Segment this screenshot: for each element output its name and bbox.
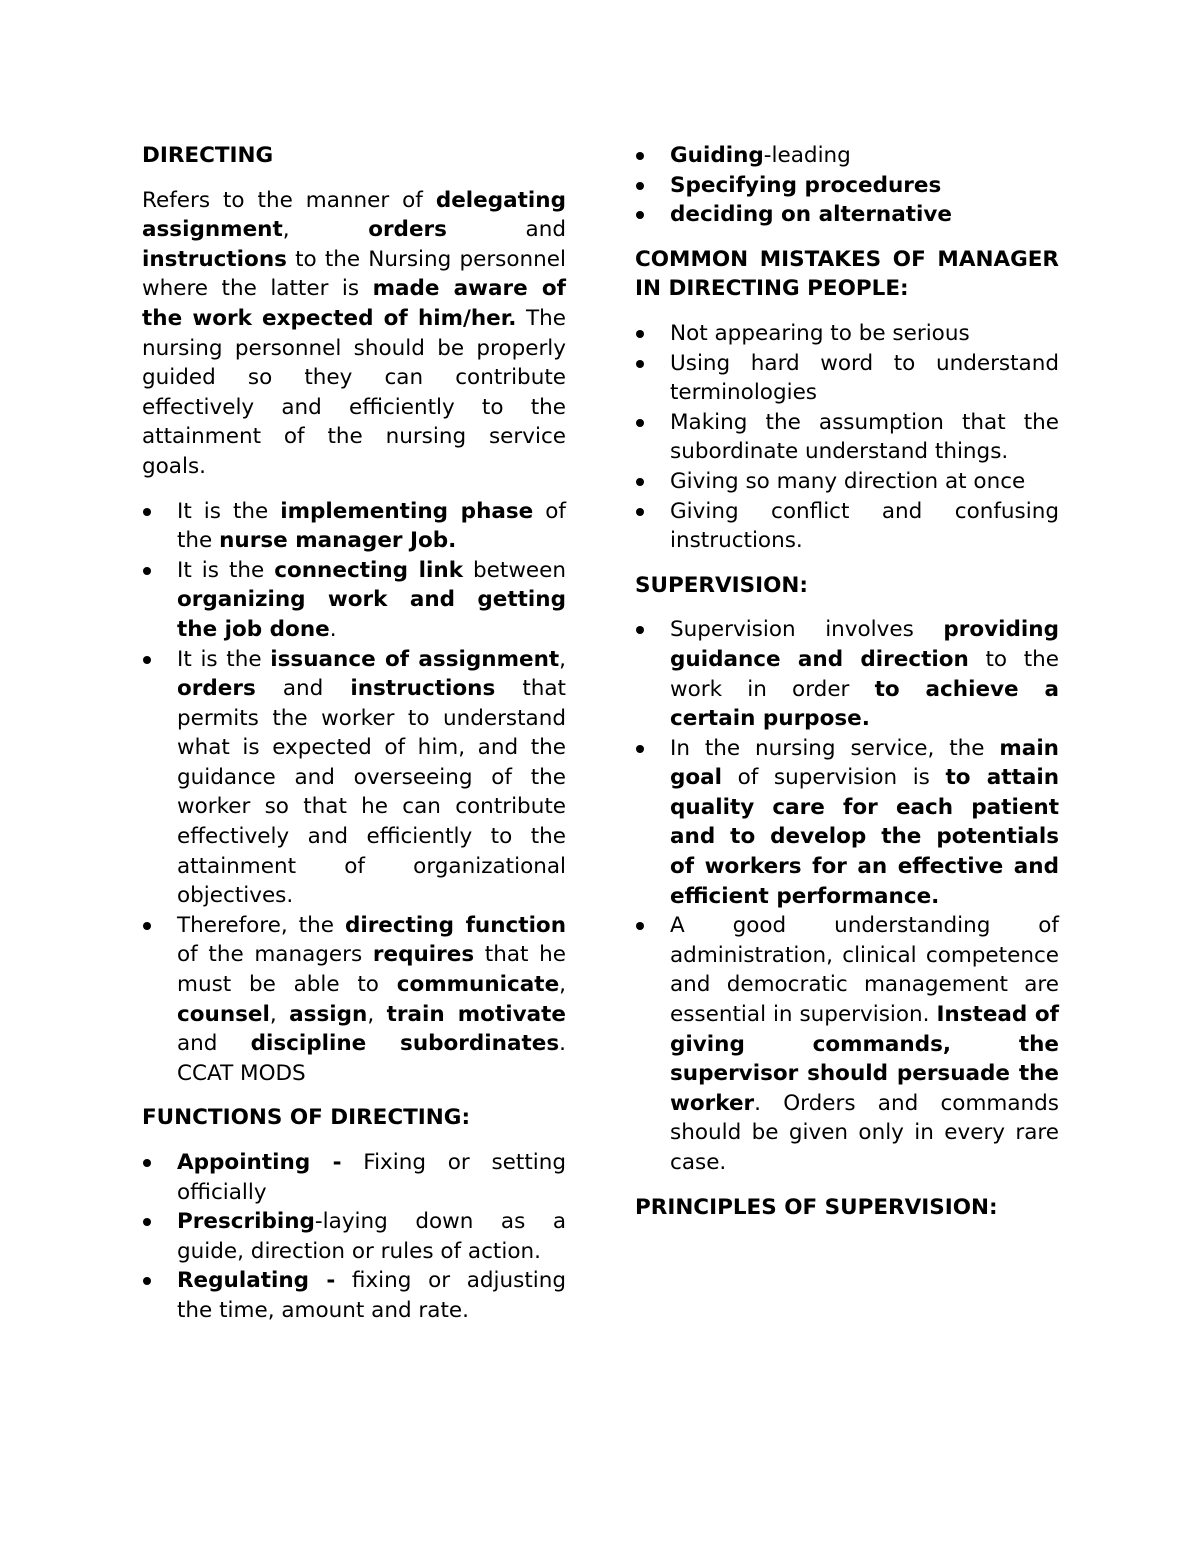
item-text: between: [463, 557, 566, 583]
item-bold: implementing phase: [280, 498, 534, 524]
directing-heading: DIRECTING: [142, 143, 274, 168]
item-text: to the work in order: [670, 646, 1059, 702]
left-column: [142, 141, 566, 1341]
list-item: [635, 141, 1059, 171]
item-bold: organizing work and getting the job done: [177, 587, 566, 642]
item-text: It is the: [177, 646, 271, 672]
item-text: and: [255, 676, 351, 702]
intro-text: The nursing personnel should be properly guided so they can contribute effectively and efficiently to the attainment of the nursing service goals.: [142, 305, 566, 479]
function-desc: Fixing or setting officially: [177, 1150, 567, 1205]
list-item: [142, 1207, 566, 1266]
item-bold: nurse manager Job.: [219, 528, 457, 554]
function-term: Appointing -: [177, 1150, 342, 1175]
item-bold: instructions: [350, 676, 496, 702]
list-item: Using hard word to understand terminologies: [635, 349, 1059, 408]
item-text: that permits the worker to understand what is expected of him, and the guidance and overseeing of the worker so that he can contribute effectively and efficiently to the attainment of organizational objectives.: [177, 676, 566, 909]
item-bold: Instead of giving commands, the supervisor should persuade the worker: [670, 1002, 1059, 1116]
item-bold: providing guidance and direction: [670, 617, 1059, 672]
principles-heading: PRINCIPLES OF SUPERVISION:: [635, 1194, 998, 1220]
item-text: ,: [269, 1001, 290, 1027]
function-desc: fixing or adjusting the time, amount and rate.: [177, 1268, 567, 1323]
item-text: that he must be able to: [177, 942, 566, 998]
list-item: [635, 615, 1059, 733]
intro-text: Refers to the manner of: [142, 187, 436, 213]
function-desc: -laying down as a guide, direction or rules of action.: [177, 1209, 566, 1264]
list-item: [635, 200, 1059, 230]
functions-list-continued: [635, 141, 1059, 230]
list-item: Making the assumption that the subordinate understand things.: [635, 408, 1059, 467]
intro-bold: instructions: [142, 246, 287, 272]
item-bold: discipline subordinates: [250, 1031, 560, 1057]
list-item: Giving conflict and confusing instructions.: [635, 497, 1059, 556]
function-term: Prescribing: [177, 1209, 315, 1235]
intro-text: ,: [282, 217, 369, 243]
intro-bold: made aware of the work expected of him/her.: [142, 276, 566, 331]
item-text: ,: [559, 972, 566, 998]
common-mistakes-heading: COMMON MISTAKES OF MANAGER IN DIRECTING PEOPLE:: [635, 246, 1059, 302]
item-bold: main goal: [670, 735, 1059, 791]
function-term: deciding on alternative: [670, 202, 952, 228]
item-bold: directing function: [344, 912, 567, 938]
item-bold: requires: [372, 942, 475, 968]
function-desc: -leading: [763, 143, 851, 168]
supervision-heading: SUPERVISION:: [635, 572, 808, 598]
item-bold: to achieve a certain purpose.: [670, 676, 1059, 732]
item-text: A good understanding of administration, clinical competence and democratic management are essential in supervision.: [670, 913, 1059, 1028]
item-bold: communicate: [396, 972, 560, 998]
item-text: .: [329, 616, 337, 642]
item-text: It is the: [177, 557, 275, 583]
intro-text: and: [446, 217, 566, 243]
supervision-list: [635, 615, 1059, 1177]
list-item: [142, 645, 566, 911]
list-item: [635, 911, 1059, 1177]
list-item: [635, 171, 1059, 201]
functions-list: [142, 1148, 566, 1326]
list-item: [142, 1148, 566, 1207]
list-item: [142, 911, 566, 1089]
item-bold: issuance of assignment: [270, 646, 560, 672]
item-text: It is the: [177, 498, 281, 524]
item-bold: train motivate: [386, 1001, 566, 1027]
item-text: In the nursing service, the: [670, 735, 1000, 761]
item-bold: connecting link: [274, 557, 464, 583]
directing-bullet-list: [142, 497, 566, 1089]
item-text: Supervision involves: [670, 617, 944, 643]
intro-bold: delegating assignment: [142, 187, 566, 243]
item-text: ,: [367, 1001, 387, 1027]
list-item: Not appearing to be serious: [635, 319, 1059, 349]
item-text: of the: [177, 498, 566, 554]
item-bold: to attain quality care for each patient and to develop the potentials of workers for an effective and efficient performance.: [670, 765, 1059, 909]
function-term: Specifying procedures: [670, 172, 942, 198]
item-bold: assign: [289, 1001, 368, 1027]
list-item: [635, 734, 1059, 912]
item-text: Therefore, the: [177, 912, 345, 938]
item-bold: counsel: [177, 1001, 270, 1027]
list-item: [142, 1266, 566, 1325]
function-term: Guiding: [670, 143, 764, 168]
functions-heading: FUNCTIONS OF DIRECTING:: [142, 1105, 471, 1131]
function-term: Regulating -: [177, 1268, 336, 1294]
list-item: [142, 497, 566, 556]
item-text: ,: [559, 646, 567, 672]
item-text: of the managers: [177, 942, 373, 968]
item-text: and: [177, 1031, 251, 1057]
intro-text: to the Nursing personnel where the latter is: [142, 246, 566, 302]
item-text: . Orders and commands should be given only in every rare case.: [670, 1090, 1059, 1175]
item-text: of supervision is: [722, 765, 946, 791]
list-item: Giving so many direction at once: [635, 467, 1059, 497]
mistakes-list: [635, 319, 1059, 556]
intro-bold: orders: [368, 217, 447, 243]
list-item: [142, 556, 566, 645]
item-text: . CCAT MODS: [177, 1031, 566, 1086]
item-bold: orders: [177, 676, 256, 702]
right-column: [635, 141, 1059, 1237]
directing-definition: [142, 186, 566, 482]
